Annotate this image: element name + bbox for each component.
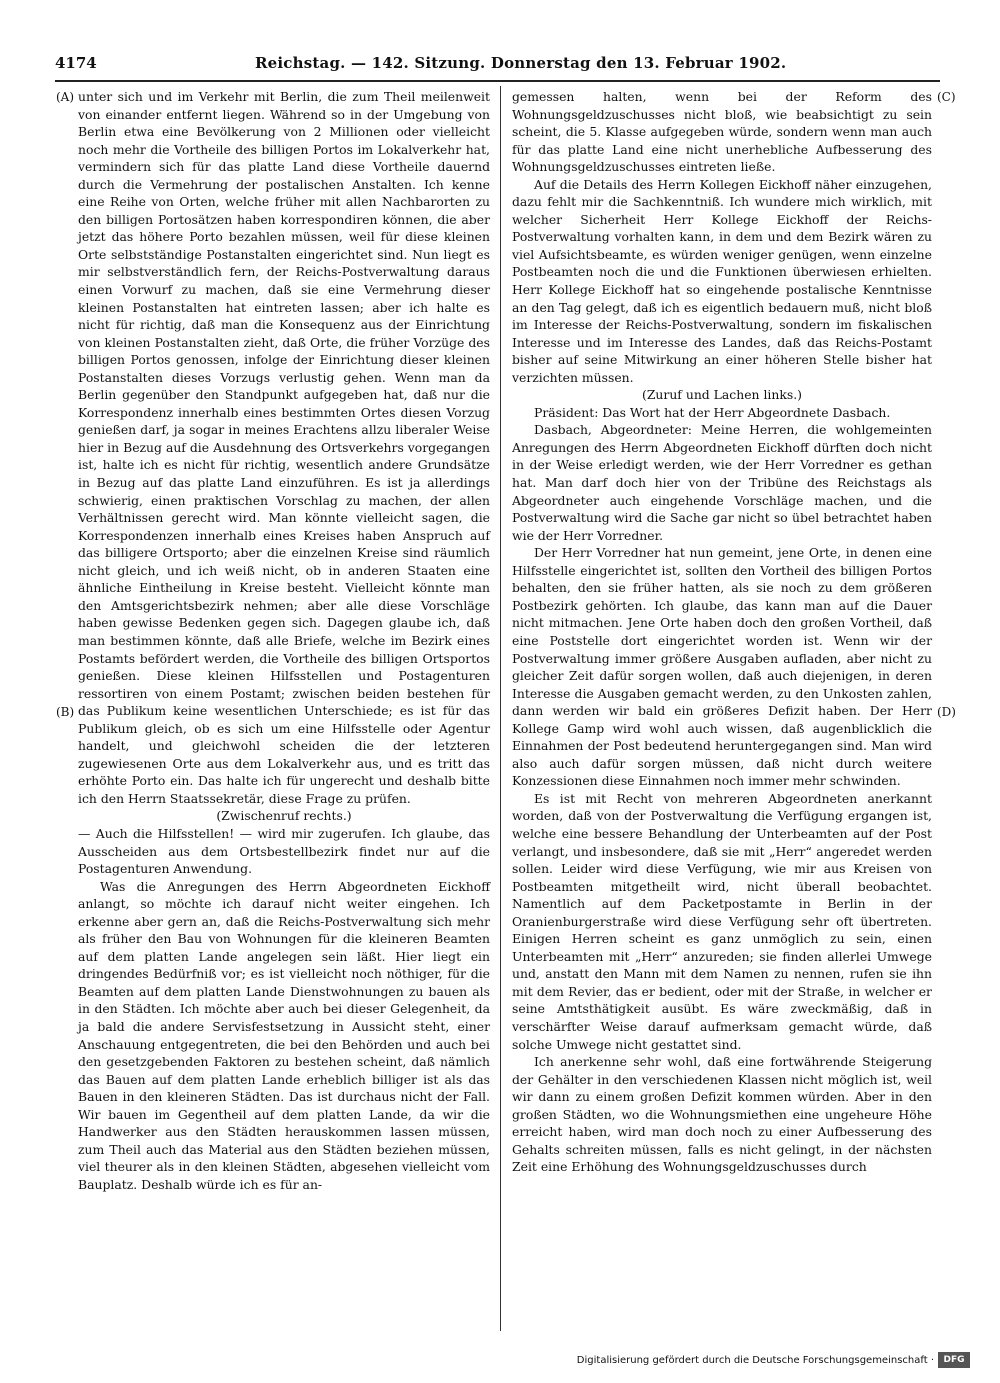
page-number: 4174 <box>55 54 97 72</box>
paragraph: Es ist mit Recht von mehreren Abgeordneten anerkannt worden, daß von der Postverwaltung die Verfügung ergangen ist, welche eine bessere Behandlung der Unterbeamten auf der Post verlangt, und insbesondere, daß sie mit „Herr“ angeredet werden sollen. Leider wird diese Verfügung, wie mir aus Kreisen von Postbeamten mitgetheilt wird, nicht überall beobachtet. Namentlich auf dem Packetpostamte in Berlin in der Oranienburgerstraße wird diese Verfügung sehr oft übertreten. Einigen Herren scheint es ganz unmöglich zu sein, einen Unterbeamten mit „Herr“ anzureden; sie finden allerlei Umwege und, anstatt den Mann mit dem Namen zu nennen, rufen sie ihn mit dem Revier, das er bedient, oder mit der Straße, in welcher er seine Amtsthätigkeit ausübt. Es wäre zweckmäßig, daß in verschärfter Weise darauf aufmerksam gemacht würde, daß solche Umwege nicht gestattet sind. <box>512 790 932 1052</box>
dfg-logo: DFG <box>938 1352 970 1368</box>
margin-marker-c: (C) <box>937 90 956 104</box>
paragraph: Was die Anregungen des Herrn Abgeordneten Eickhoff anlangt, so möchte ich darauf nicht weiter eingehen. Ich erkenne aber gern an, daß die Reichs-Postverwaltung sich mehr als früher den Bau von Wohnungen für die kleineren Beamten auf dem platten Lande angelegen sein läßt. Hier liegt ein dringendes Bedürfniß vor; es ist vielleicht noch nöthiger, für die Beamten auf dem platten Lande Dienstwohnungen zu bauen als in den Städten. Ich möchte aber auch bei dieser Gelegenheit, da ja bald die andere Servisfestsetzung in Aussicht steht, einer Anschauung entgegentreten, die bei den Behörden und auch bei den gesetzgebenden Faktoren zu bestehen scheint, daß nämlich das Bauen auf dem platten Lande erheblich billiger ist als das Bauen in den kleineren Städten. Das ist durchaus nicht der Fall. Wir bauen im Gegentheil auf dem platten Lande, da wir die Handwerker aus den Städten herauskommen lassen müssen, zum Theil auch das Material aus den Städten beziehen müssen, viel theurer als in den kleinen Städten, abgesehen vielleicht vom Bauplatz. Deshalb würde ich es für an- <box>78 878 490 1192</box>
interjection: (Zuruf und Lachen links.) <box>641 387 802 403</box>
paragraph: Auf die Details des Herrn Kollegen Eickhoff näher einzugehen, dazu fehlt mir die Sachkenntniß. Ich wundere mich wirklich, mit welcher Sicherheit Herr Kollege Eickhoff der Reichs-Postverwaltung vorhalten kann, in dem und dem Bezirk wären zu viel Aufsichtsbeamte, es würden weniger genügen, wenn einzelne Postbeamten noch die und die Funktionen überwiesen erhielten. Herr Kollege Eickhoff hat so eingehende postalische Kenntnisse an den Tag gelegt, daß ich es eigentlich bedauern muß, nicht bloß im Interesse der Reichs-Postverwaltung, sondern im fiskalischen Interesse und im Interesse des Landes, daß das Reichs-Postamt bisher auf seine Mitwirkung an einer höheren Stelle bisher hat verzichten müssen. <box>512 176 932 385</box>
left-column <box>78 88 490 1193</box>
paragraph: gemessen halten, wenn bei der Reform des Wohnungsgeldzuschusses nicht bloß, wie beabsichtigt zu sein scheint, die 5. Klasse aufgegeben würde, sondern wenn man auch für das platte Land eine nicht unerhebliche Aufbesserung des Wohnungsgeldzuschusses eintreten ließe. <box>512 89 932 175</box>
margin-marker-d: (D) <box>937 705 956 719</box>
margin-marker-b: (B) <box>56 705 75 719</box>
paragraph: unter sich und im Verkehr mit Berlin, die zum Theil meilenweit von einander entfernt liegen. Während so in der Umgebung von Berlin etwa eine Bevölkerung von 2 Millionen oder vielleicht noch mehr die Vortheile des billigen Portos im Lokalverkehr hat, vermindern sich für das platte Land diese Vortheile dauernd durch die Vermehrung der postalischen Anstalten. Ich kenne eine Reihe von Orten, welche früher mit allen Nachbarorten zu den billigen Portosätzen haben korrespondiren können, die aber jetzt das höhere Porto bezahlen müssen, weil für diese kleinen Orte selbstständige Postanstalten eingerichtet sind. Nun liegt es mir selbstverständlich fern, der Reichs-Postverwaltung daraus einen Vorwurf zu machen, daß sie eine Vermehrung dieser kleinen Postanstalten hat eintreten lassen; aber ich halte es nicht für richtig, daß man die Konsequenz aus der Einrichtung von kleinen Postanstalten zieht, daß Orte, die früher Vorzüge des billigen Portos genossen, infolge der Einrichtung dieser kleinen Postanstalten dieses Vorzugs verlustig gehen. Wenn man da Berlin gegenüber den Standpunkt aufgegeben hat, daß nur die Korrespondenz innerhalb eines bestimmten Ortes diesen Vorzug genießen darf, ja sogar in meines Erachtens allzu liberaler Weise hier in Bezug auf die Ausdehnung des Ortsverkehrs vorgegangen ist, halte ich es nicht für richtig, wesentlich andere Grundsätze in Bezug auf das platte Land einzuführen. Es ist ja allerdings schwierig, einen praktischen Vorschlag zu machen, der allen Verhältnissen gerecht wird. Man könnte vielleicht sagen, die Korrespondenzen innerhalb eines Kreises haben Anspruch auf das billigere Ortsporto; aber die einzelnen Kreise sind räumlich nicht gleich, und ich weiß nicht, ob in anderen Staaten eine ähnliche Eintheilung in Kreise besteht. Vielleicht könnte man den Amtsgerichtsbezirk nehmen; aber alle diese Vorschläge haben gewisse Bedenken gegen sich. Dagegen glaube ich, daß man bestimmen könnte, daß alle Briefe, welche im Bezirk eines Postamts befördert werden, die Vortheile des billigen Ortsportos genießen. Diese kleinen Hilfsstellen und Postagenturen ressortiren von einem Postamt; zwischen beiden bestehen für das Publikum keine wesentlichen Unterschiede; es ist für das Publikum gleich, ob es sich um eine Hilfsstelle oder Agentur handelt, und gleichwohl scheiden die der letzteren zugewiesenen Orte aus dem Lokalverkehr aus, und es tritt das erhöhte Porto ein. Das halte ich für ungerecht und deshalb bitte ich den Herrn Staatssekretär, diese Frage zu prüfen. <box>78 89 490 806</box>
page-header <box>55 50 940 80</box>
paragraph: Der Herr Vorredner hat nun gemeint, jene Orte, in denen eine Hilfsstelle eingerichtet ist, sollten den Vortheil des billigen Portos behalten, den sie früher hatten, als sie noch zu dem größeren Postbezirk gehörten. Ich glaube, das kann man auf die Dauer nicht mitmachen. Jene Orte haben doch den großen Vortheil, daß eine Poststelle dort eingerichtet worden ist. Wenn wir der Postverwaltung immer größere Ausgaben aufladen, aber nicht zu gleicher Zeit dafür sorgen wollen, daß auch diejenigen, in deren Interesse die Ausgaben gemacht werden, zu den Unkosten zahlen, dann werden wir bald ein größeres Defizit haben. Der Herr Kollege Gamp wird wohl auch wissen, daß augenblicklich die Einnahmen der Post bedeutend heruntergegangen sind. Man wird also auch dafür sorgen müssen, daß nicht durch weitere Konzessionen diese Einnahmen noch immer mehr schwinden. <box>512 545 932 789</box>
footer <box>576 1352 970 1372</box>
margin-marker-a: (A) <box>56 90 75 104</box>
running-head: Reichstag. — 142. Sitzung. Donnerstag den 13. Februar 1902. <box>255 54 787 72</box>
interjection: (Zwischenruf rechts.) <box>216 808 352 824</box>
right-column <box>512 88 932 1176</box>
paragraph: — Auch die Hilfsstellen! — wird mir zugerufen. Ich glaube, das Ausscheiden aus dem Ortsbestellbezirk findet nur auf die Postagenturen Anwendung. <box>78 825 490 877</box>
president-statement: Präsident: Das Wort hat der Herr Abgeordnete Dasbach. <box>534 404 891 420</box>
speaker-statement: Dasbach, Abgeordneter: Meine Herren, die wohlgemeinten Anregungen des Herrn Abgeordneten Eickhoff dürften doch nicht in der Weise erledigt werden, wie der Herr Vorredner es gethan hat. Man darf doch hier von der Tribüne des Reichstags als Abgeordneter auch eingehende Vorschläge machen, und die Postverwaltung wird die Sache gar nicht so übel betrachtet haben wie der Herr Vorredner. <box>512 422 932 543</box>
paragraph: Ich anerkenne sehr wohl, daß eine fortwährende Steigerung der Gehälter in den verschiedenen Klassen nicht möglich ist, weil wir dann zu einem großen Defizit kommen würden. Aber in den großen Städten, wo die Wohnungsmiethen eine ungeheure Höhe erreicht haben, wird man doch noch zu einer Aufbesserung des Gehalts schreiten müssen, falls es nicht gelingt, in der nächsten Zeit eine Erhöhung des Wohnungsgeldzuschusses durch <box>512 1054 932 1175</box>
column-divider <box>500 86 501 1331</box>
header-rule <box>55 80 940 82</box>
funding-note: Digitalisierung gefördert durch die Deutsche Forschungsgemeinschaft · <box>576 1355 934 1366</box>
